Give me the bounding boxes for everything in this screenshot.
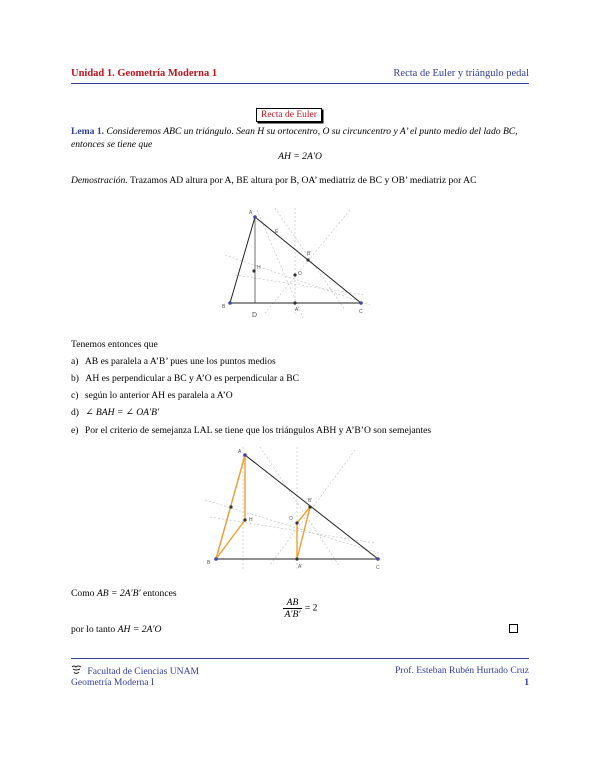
fig1-label-o: O <box>298 271 302 277</box>
fig2-label-b: B <box>207 560 211 566</box>
step-a-text: AB es paralela a A’B’ pues une los puntos medios <box>84 356 276 367</box>
footer-author: Prof. Esteban Rubén Hurtado Cruz <box>394 665 529 676</box>
footer-institution-row <box>71 665 199 677</box>
step-b-text: AH es perpendicular a BC y A’O es perpendicular a BC <box>85 373 300 384</box>
fig2-label-c: C <box>376 565 380 571</box>
lemma-formula: AH = 2A′O <box>278 151 322 162</box>
fig1-label-a-prime: A' <box>295 307 300 313</box>
step-c <box>71 390 233 401</box>
step-a <box>71 356 276 367</box>
fig1-label-e: E <box>275 229 279 235</box>
footer-institution: Facultad de Ciencias UNAM <box>87 666 200 677</box>
step-c-marker: c) <box>71 390 79 401</box>
final-prefix: por lo tanto <box>71 624 116 635</box>
fig2-label-h: H <box>249 517 253 523</box>
step-e-marker: e) <box>71 425 79 436</box>
fig1-label-d: D <box>252 312 258 319</box>
step-b <box>71 373 299 384</box>
step-d <box>71 407 159 418</box>
final-line <box>71 624 161 635</box>
steps-intro: Tenemos entonces que <box>71 339 158 350</box>
qed-square-icon <box>509 624 518 633</box>
fig2-label-a: A <box>238 449 242 455</box>
proof-label: Demostración. <box>71 175 128 186</box>
figure-1-euler-diagram <box>215 205 375 320</box>
conclusion-como: Como <box>71 588 95 599</box>
header-rule <box>71 83 529 84</box>
step-e-text: Por el criterio de semejanza LAL se tiene que los triángulos ABH y A’B’O son semejantes <box>84 425 432 436</box>
fig2-label-o: O <box>289 516 293 522</box>
conclusion-entonces: entonces <box>143 588 177 599</box>
footer-rule <box>71 658 529 659</box>
step-c-text: según lo anterior AH es paralela a A’O <box>84 390 233 401</box>
fraction-numerator: AB <box>283 597 303 609</box>
step-d-text: ∠ BAH = ∠ OA′B′ <box>85 407 160 418</box>
unam-logo-icon <box>71 665 82 675</box>
step-a-marker: a) <box>71 356 79 367</box>
fig1-label-a: A <box>249 210 253 216</box>
final-formula: AH = 2A′O <box>117 624 162 635</box>
header-left-title: Unidad 1. Geometría Moderna 1 <box>71 68 218 79</box>
fraction-equals: = 2 <box>304 602 318 614</box>
conclusion-relation: AB = 2A′B′ <box>96 588 141 599</box>
conclusion-fraction <box>283 597 303 620</box>
fraction-denominator: A′B′ <box>284 609 301 620</box>
lemma-text: Consideremos ABC un triángulo. Sean H su ortocentro, O su circuncentro y A’ el punto medio del lado BC, entonces se tiene que <box>71 126 518 150</box>
step-e <box>71 425 431 436</box>
fig1-label-c: C <box>359 309 363 315</box>
fig2-label-a-prime: A' <box>298 564 303 570</box>
fig1-label-h: H <box>257 265 261 271</box>
conclusion-fraction-row <box>71 597 529 620</box>
step-b-marker: b) <box>71 373 79 384</box>
step-d-marker: d) <box>71 407 79 418</box>
proof-paragraph <box>71 175 529 188</box>
fig2-label-b-prime: B' <box>308 498 313 504</box>
footer-page-number: 1 <box>524 677 529 688</box>
header-right-title: Recta de Euler y triángulo pedal <box>393 68 529 79</box>
footer-course: Geometría Moderna I <box>71 677 155 688</box>
section-title: Recta de Euler <box>256 108 322 122</box>
figure-2-similar-triangles <box>200 445 390 573</box>
fig1-label-b-prime: B' <box>307 251 312 257</box>
lemma-label: Lema 1. <box>71 126 105 137</box>
lemma-paragraph <box>71 126 529 151</box>
proof-text: Trazamos AD altura por A, BE altura por B, OA’ mediatriz de BC y OB’ mediatriz por AC <box>130 175 477 186</box>
fig1-label-b: B <box>222 304 226 310</box>
